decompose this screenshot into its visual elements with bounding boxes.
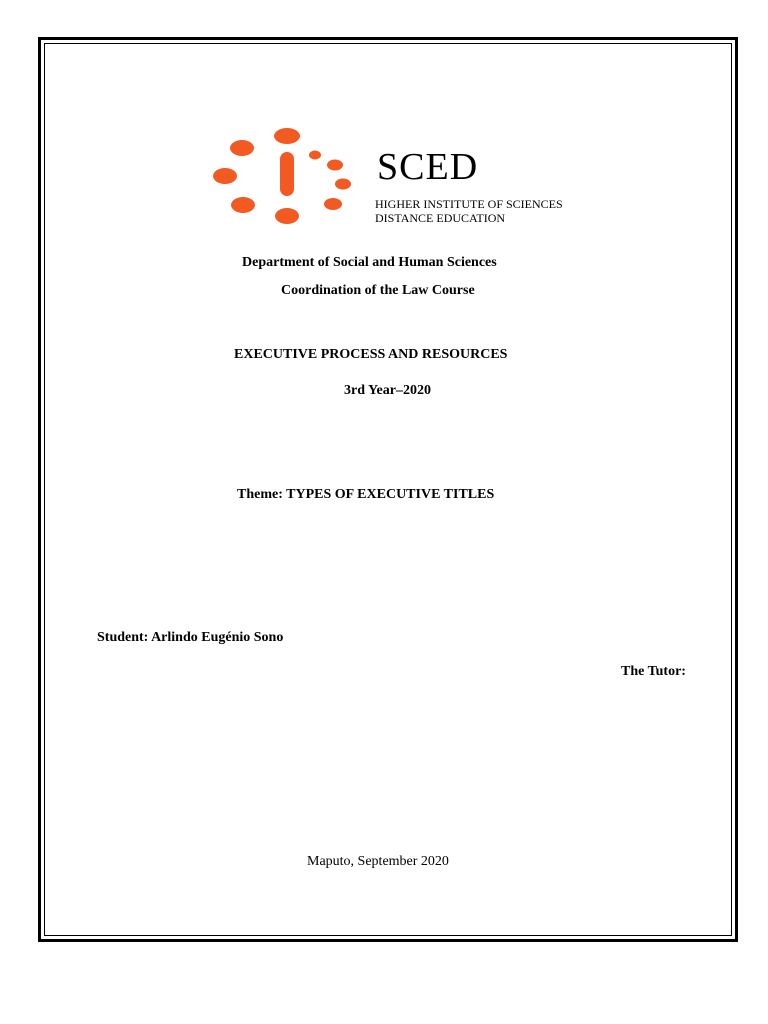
logo-dots-icon xyxy=(205,120,355,230)
theme-label: Theme xyxy=(237,487,279,502)
theme-value: : TYPES OF EXECUTIVE TITLES xyxy=(278,487,495,502)
institution-logo xyxy=(205,120,615,230)
theme-line xyxy=(237,488,494,502)
tutor-label: The Tutor: xyxy=(621,664,686,679)
coordination-name: Coordination of the Law Course xyxy=(281,283,475,298)
logo-subtitle-line2: DISTANCE EDUCATION xyxy=(375,211,506,225)
logo-subtitle-line1: HIGHER INSTITUTE OF SCIENCES xyxy=(375,197,563,211)
course-title: EXECUTIVE PROCESS AND RESOURCES xyxy=(234,347,508,362)
department-name: Department of Social and Human Sciences xyxy=(242,255,497,270)
logo-wordmark: SCED xyxy=(377,146,479,188)
student-name: Student: Arlindo Eugénio Sono xyxy=(97,630,284,645)
place-date: Maputo, September 2020 xyxy=(307,854,449,869)
course-year: 3rd Year–2020 xyxy=(344,383,431,398)
